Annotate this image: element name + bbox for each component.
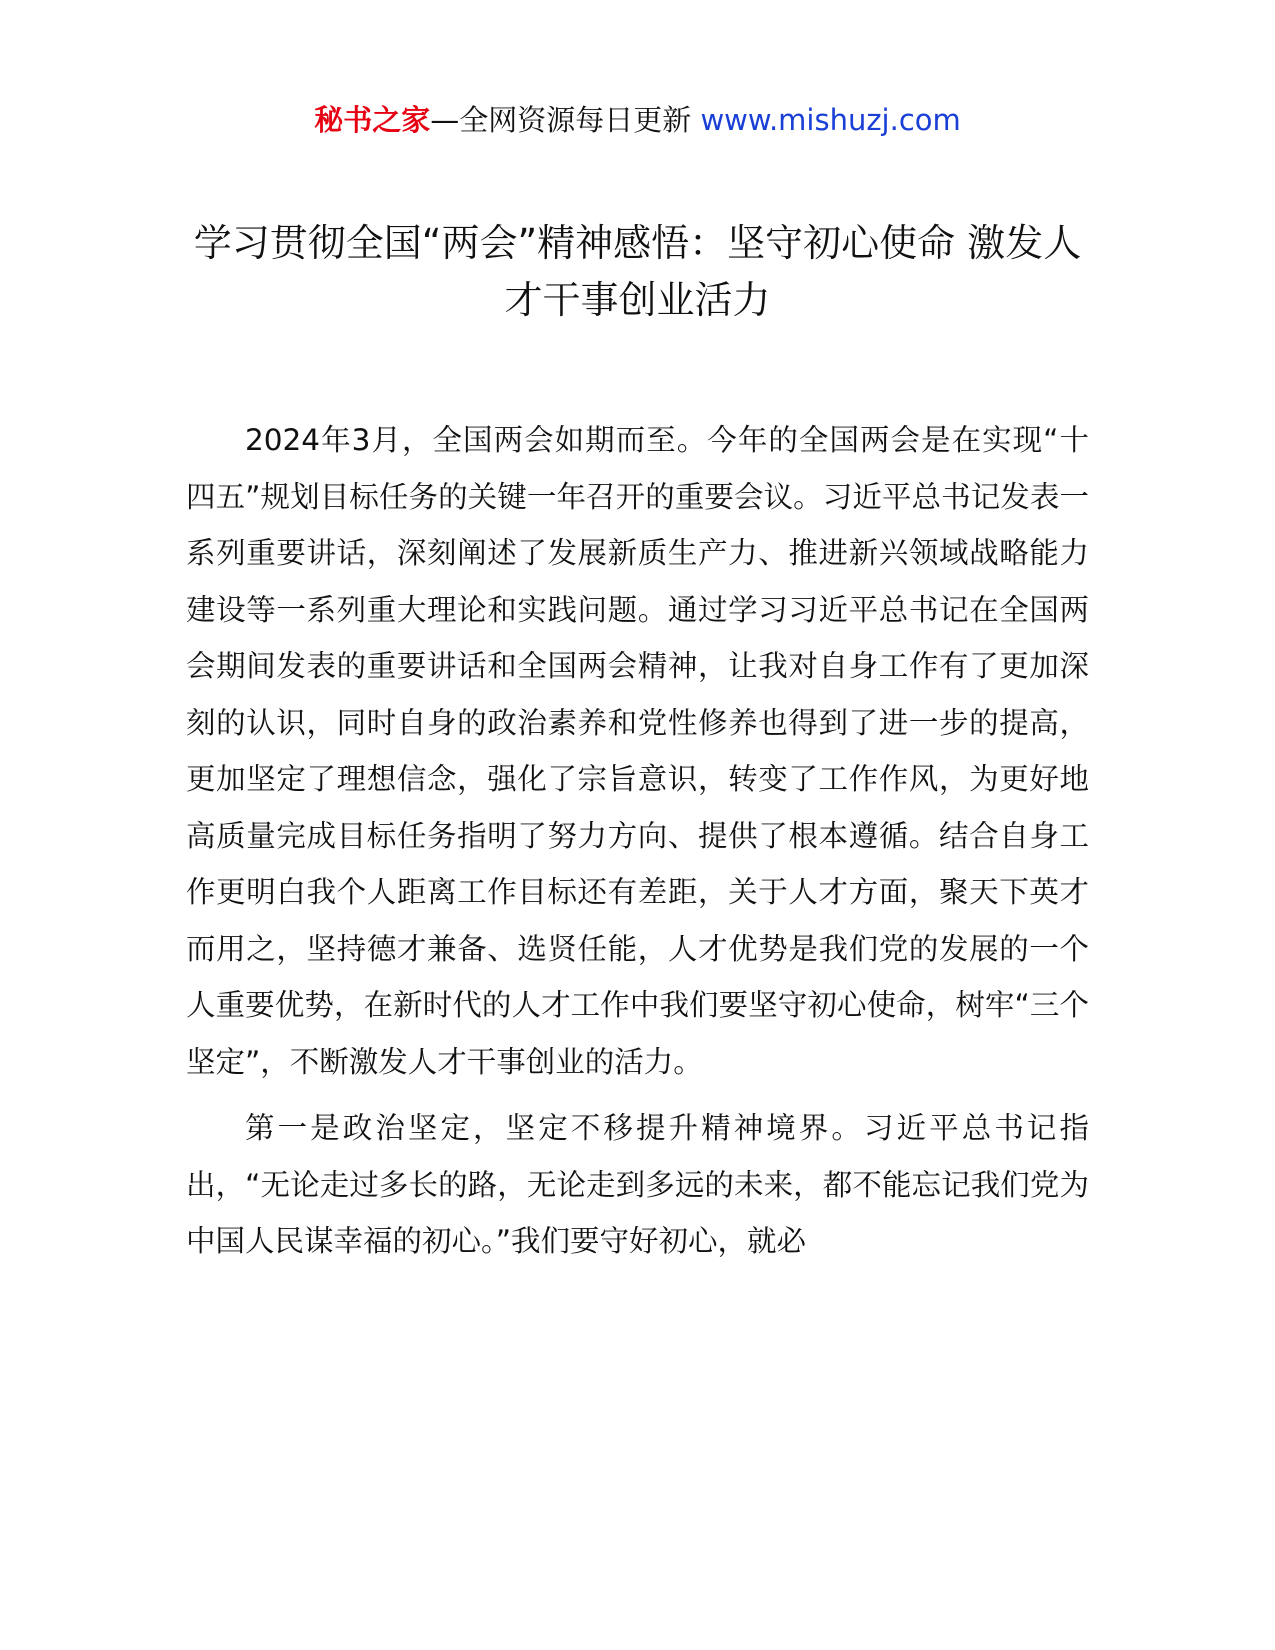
site-url-link[interactable]: www.mishuzj.com	[700, 103, 961, 137]
paragraph-political-firm: 第一是政治坚定，坚定不移提升精神境界。习近平总书记指出，“无论走过多长的路，无论走到多远的未来，都不能忘记我们党为中国人民谋幸福的初心。”我们要守好初心，就必	[186, 1111, 1089, 1258]
paragraph-intro: 2024年3月，全国两会如期而至。今年的全国两会是在实现“十四五”规划目标任务的关键一年召开的重要会议。习近平总书记发表一系列重要讲话，深刻阐述了发展新质生产力、推进新兴领域战略能力建设等一系列重大理论和实践问题。通过学习习近平总书记在全国两会期间发表的重要讲话和全国两会精神，让我对自身工作有了更加深刻的认识，同时自身的政治素养和党性修养也得到了进一步的提高，更加坚定了理想信念，强化了宗旨意识，转变了工作作风，为更好地高质量完成目标任务指明了努力方向、提供了根本遵循。结合自身工作更明白我个人距离工作目标还有差距，关于人才方面，聚天下英才而用之，坚持德才兼备、选贤任能，人才优势是我们党的发展的一个人重要优势，在新时代的人才工作中我们要坚守初心使命，树牢“三个坚定”，不断激发人才干事创业的活力。	[186, 423, 1089, 1079]
site-header	[0, 100, 1275, 140]
document-body	[186, 412, 1089, 1280]
document-title: 学习贯彻全国“两会”精神感悟：坚守初心使命 激发人才干事创业活力	[193, 221, 1082, 322]
site-tagline: —全网资源每日更新	[430, 103, 701, 137]
site-brand: 秘书之家	[314, 103, 431, 137]
